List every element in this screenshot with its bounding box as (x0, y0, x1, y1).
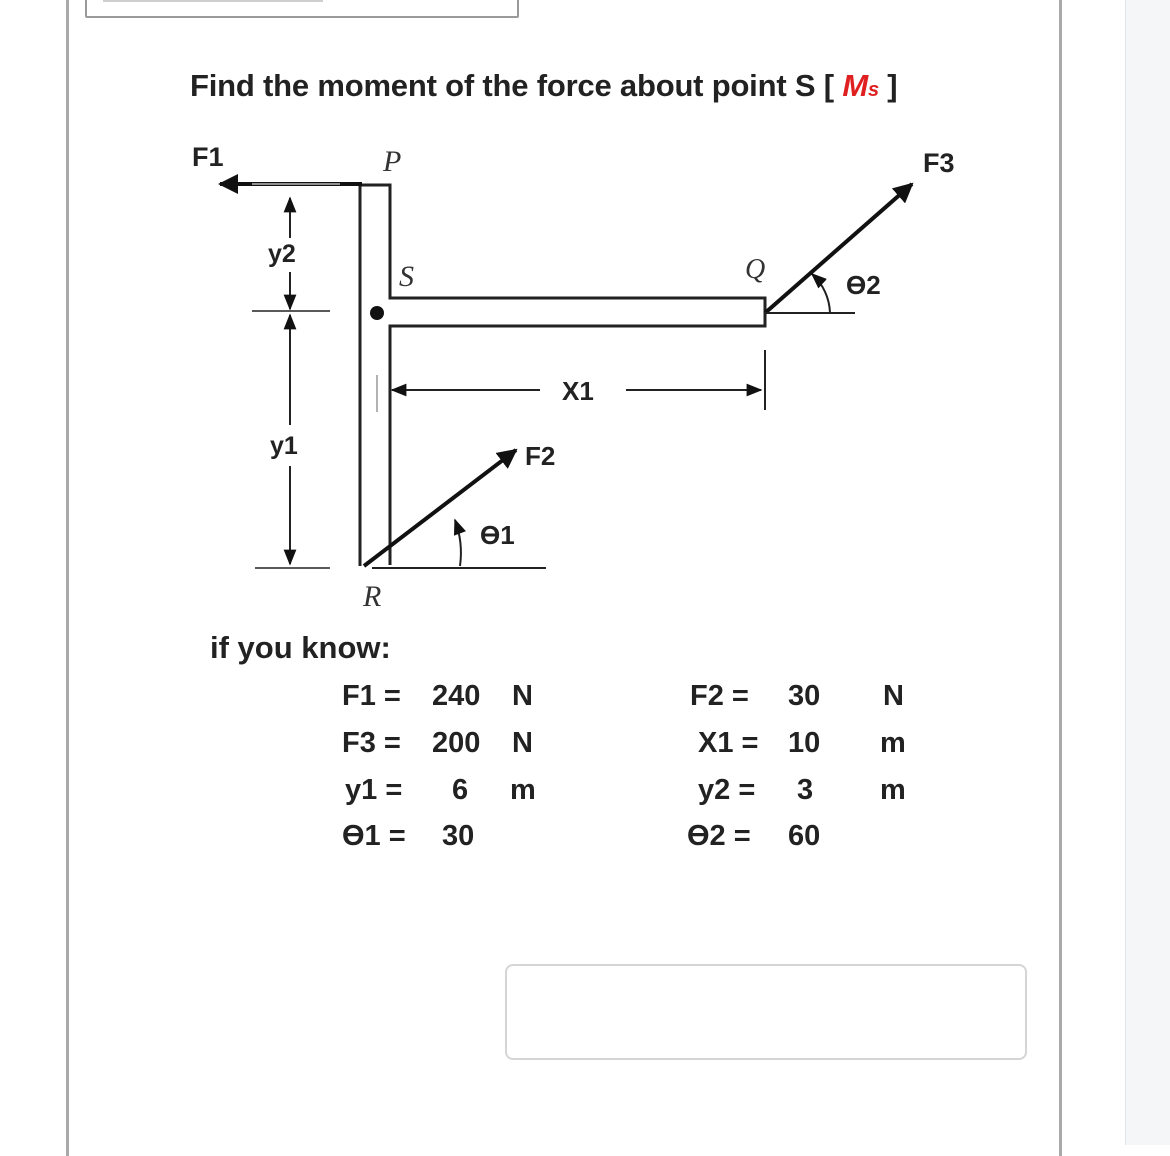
structure-outline (360, 185, 765, 565)
known-values-heading: if you know: (210, 630, 391, 665)
known-f2-name: F2 = (690, 680, 749, 712)
label-f3: F3 (923, 148, 955, 178)
known-f2-unit: N (883, 680, 904, 712)
known-y1-name: y1 = (345, 774, 403, 806)
known-f3-value: 200 (432, 727, 481, 759)
known-y2-name: y2 = (698, 774, 756, 806)
known-f1-value: 240 (432, 680, 481, 712)
question-prompt: Find the moment of the force about point S [ (190, 68, 834, 103)
known-f1-name: F1 = (342, 680, 401, 712)
force-f3-arrow (765, 184, 912, 313)
theta2-arc (812, 274, 830, 313)
known-theta2-name: ϴ2 = (687, 820, 751, 852)
known-y2-unit: m (880, 774, 906, 806)
known-x1-value: 10 (788, 727, 821, 759)
known-y1-unit: m (510, 774, 536, 806)
label-y2: y2 (268, 240, 296, 268)
known-f3-name: F3 = (342, 727, 401, 759)
label-x1: X1 (562, 376, 594, 406)
answer-input[interactable] (505, 964, 1027, 1060)
known-f2-value: 30 (788, 680, 821, 712)
label-y1: y1 (270, 432, 298, 460)
known-f1-unit: N (512, 680, 533, 712)
label-f1: F1 (192, 142, 224, 172)
label-theta1: ϴ1 (480, 520, 515, 550)
label-q: Q (745, 254, 766, 285)
label-theta2: ϴ2 (846, 270, 881, 300)
known-theta1-value: 30 (442, 820, 475, 852)
known-theta1-name: ϴ1 = (342, 820, 406, 852)
known-y2-value: 3 (797, 774, 814, 806)
known-x1-unit: m (880, 727, 906, 759)
known-f3-unit: N (512, 727, 533, 759)
label-s: S (399, 260, 414, 293)
label-p: P (383, 145, 402, 178)
point-s-dot (370, 306, 384, 320)
theta1-arc (455, 520, 461, 566)
moment-symbol: M (842, 68, 868, 103)
question-bracket-close: ] (887, 68, 898, 103)
known-theta2-value: 60 (788, 820, 821, 852)
label-f2: F2 (525, 441, 556, 471)
known-x1-name: X1 = (698, 727, 759, 759)
label-r: R (363, 580, 382, 613)
known-y1-value: 6 (452, 774, 469, 806)
moment-subscript: s (867, 79, 879, 101)
